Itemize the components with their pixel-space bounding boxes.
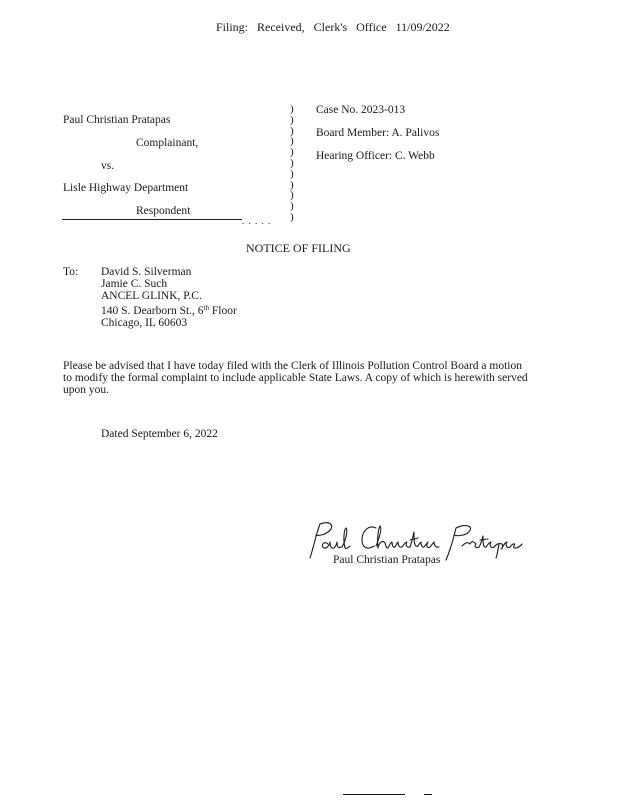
ordinal-suffix: th [203, 304, 209, 312]
respondent-name: Lisle Highway Department [63, 182, 189, 194]
footer-line [343, 794, 405, 795]
hearing-officer: Hearing Officer: C. Webb [316, 150, 435, 162]
floor-label: Floor [209, 305, 237, 317]
recipient-line: David S. Silverman [101, 266, 192, 278]
recipient-line: ANCEL GLINK, P.C. [101, 290, 202, 302]
recipient-address [101, 266, 237, 329]
recipient-line: Jamie C. Such [101, 278, 168, 290]
versus-label: vs. [101, 160, 115, 172]
case-number: Case No. 2023-013 [316, 104, 406, 116]
to-label: To: [63, 266, 79, 278]
caption-parentheses: ) ) ) ) ) ) ) ) ) ) ) [290, 103, 294, 223]
footer-dash [424, 794, 432, 795]
dated-line: Dated September 6, 2022 [101, 428, 218, 440]
street-address: 140 S. Dearborn St., 6 [101, 305, 204, 317]
respondent-role: Respondent [136, 205, 191, 217]
printed-name: Paul Christian Pratapas [333, 554, 441, 566]
document-title: NOTICE OF FILING [246, 241, 351, 255]
board-member: Board Member: A. Palivos [316, 127, 440, 139]
recipient-line [101, 302, 237, 317]
caption-underline-dots: . . . . . [242, 216, 272, 226]
filing-stamp: Filing: Received, Clerk's Office 11/09/2022 [216, 20, 450, 34]
caption-underline [62, 219, 242, 220]
complainant-name: Paul Christian Pratapas [63, 114, 171, 126]
complainant-role: Complainant, [136, 137, 199, 149]
notice-body: Please be advised that I have today filed with the Clerk of Illinois Pollution Control Board a motion to modify the formal complaint to include applicable State Laws. A copy of which is herewith served upon you. [63, 360, 528, 396]
recipient-line: Chicago, IL 60603 [101, 317, 188, 329]
